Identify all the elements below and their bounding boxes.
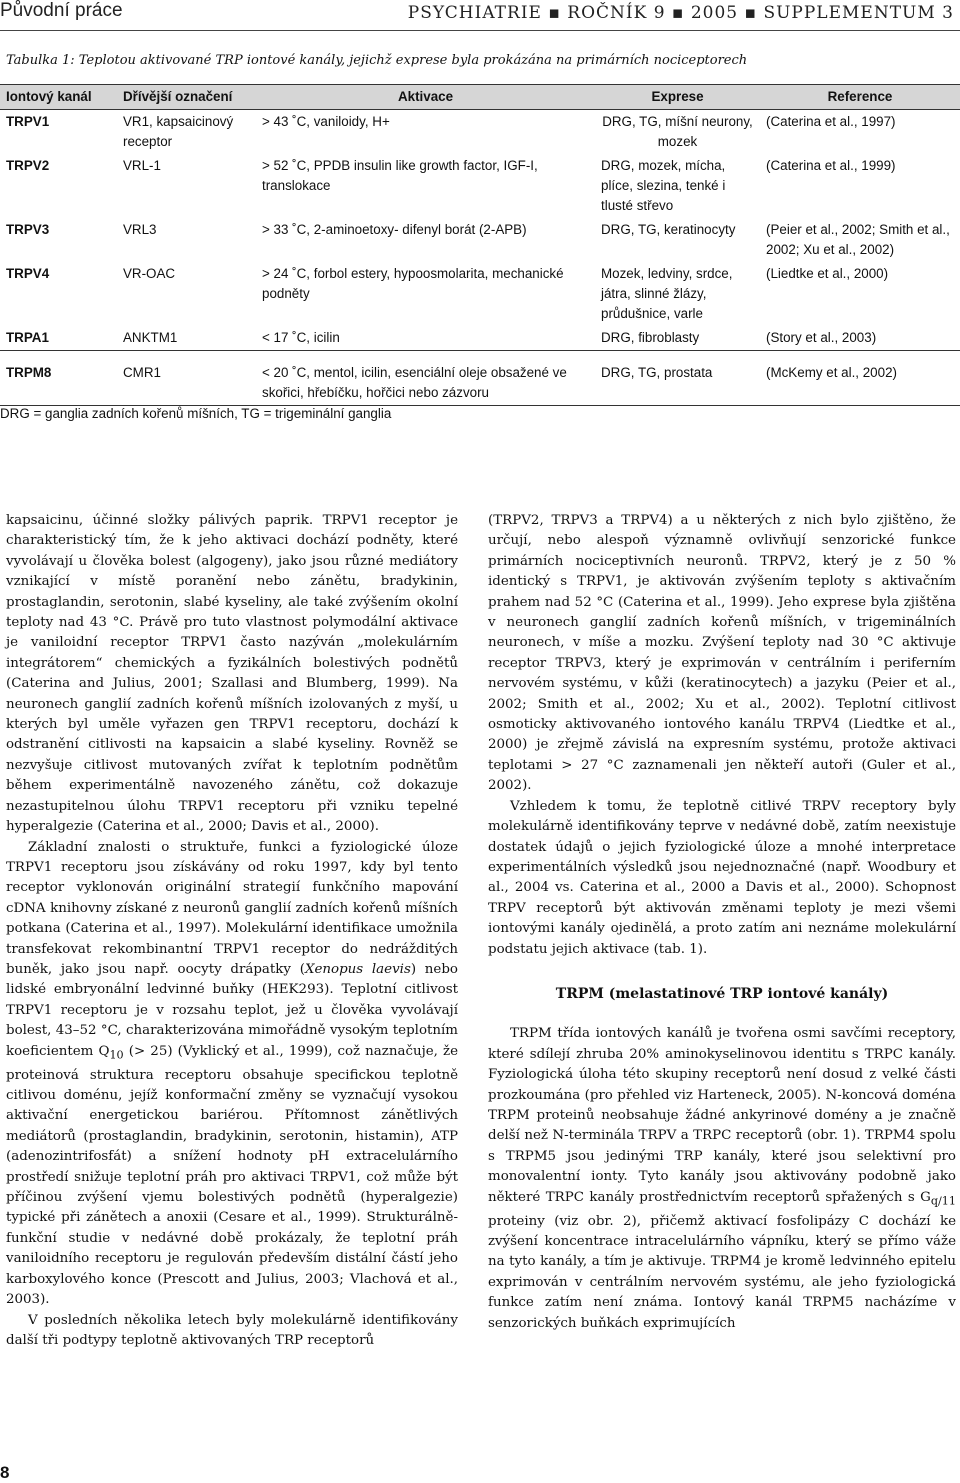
- column-header: Aktivace: [256, 85, 595, 110]
- journal-running-head: PSYCHIATRIE ▪ ROČNÍK 9 ▪ 2005 ▪ SUPPLEMENTUM 3: [407, 3, 954, 23]
- paragraph: [6, 838, 458, 1311]
- column-header: Reference: [760, 85, 960, 110]
- cell-expression: DRG, fibroblasty: [595, 326, 760, 351]
- cell-reference: (McKemy et al., 2002): [760, 351, 960, 406]
- text-run: TRPM třída iontových kanálů je tvořena osmi savčími receptory, které sdílejí zhruba 20% aminokyselinovou identitu s TRPC kanály. Fyziologická úloha této skupiny receptorů není dosud z velké části prozkoumána (pro přehled viz Harteneck, 2005). N-koncová doména TRPM proteinů neobsahuje žádné ankyrinové domény a je značně delší než N-terminála TRPV a TRPC receptorů (obr. 1). TRPM4 spolu s TRPM5 jsou jedinými TRP kanály, které jsou selektivní pro monovalentní ionty. Tyto kanály jsou aktivovány podobně jako některé TRPC kanály prostřednictvím receptorů spřažených s G: [488, 1026, 956, 1205]
- table-row: [0, 218, 960, 262]
- cell-activation: > 52 ˚C, PPDB insulin like growth factor, IGF-I, translokace: [262, 158, 538, 193]
- cell-activation: < 20 ˚C, mentol, icilin, esenciální oleje obsažené ve skořici, hřebíčku, hořčici nebo zázvoru: [256, 351, 595, 406]
- table-row: [0, 351, 960, 406]
- cell-channel: TRPV2: [6, 158, 50, 173]
- subscript: q/11: [930, 1194, 956, 1208]
- paragraph: (TRPV2, TRPV3 a TRPV4) a u některých z nich bylo zjištěno, že určují, nebo alespoň významně ovlivňují senzorické funkce primárních nociceptivních neuronů. TRPV2, který je z 50 % identický s TRPV1, je aktivován zvýšením teploty s aktivačním prahem nad 52 °C (Caterina et al., 1999). Jeho exprese byla zjištěna v neuronech ganglií zadních kořenů míšních, v trigeminálních neuronech, v míše a mozku. Zvýšení teploty nad 30 °C aktivuje receptor TRPV3, který je exprimován v centrálním i periferním nervovém systému, v kůži (keratinocytech) a jazyku (Peier et al., 2002; Smith et al., 2002; Xu et al., 2002). Teplotní citlivost osmoticky aktivovaného iontového kanálu TRPV4 (Liedtke et al., 2000) je zřejmě závislá na expresním systému, protože aktivaci teplotami > 27 °C zaznamenali jen někteří autoři (Guler et al., 2002).: [488, 513, 956, 794]
- column-header: Dřívější označení: [117, 85, 256, 110]
- cell-expression: DRG, TG, míšní neurony, mozek: [602, 114, 753, 149]
- column-header: Iontový kanál: [0, 85, 117, 110]
- text-run: ) nebo lidské embryonální ledvinné buňky (HEK293). Teplotní citlivost TRPV1 receptoru je v rozsahu teplot, jež u člověka vyvolávají bolest, 43–52 °C, charakterizována mimořádně vysokým teplotním koeficientem Q: [6, 961, 458, 1059]
- page-number: 8: [0, 1463, 10, 1482]
- table-row: [0, 154, 960, 218]
- table-row: [0, 326, 960, 351]
- text-column-left: [6, 511, 458, 1351]
- cell-channel: TRPV3: [6, 222, 50, 237]
- cell-expression: DRG, TG, keratinocyty: [601, 222, 736, 237]
- cell-activation: > 33 ˚C, 2-aminoetoxy- difenyl borát (2-APB): [262, 222, 527, 237]
- cell-activation: > 24 ˚C, forbol estery, hypoosmolarita, mechanické podněty: [262, 266, 564, 301]
- cell-expression: DRG, mozek, mícha, plíce, slezina, tenké i tlusté střevo: [601, 158, 726, 213]
- table-row: [0, 262, 960, 326]
- text-run: Základní znalosti o struktuře, funkci a fyziologické úloze TRPV1 receptoru jsou získávány od roku 1997, kdy byl tento receptor vyklonován originální strategií funkčního mapování cDNA knihovny získané z neuronů ganglií zadních kořenů míšních potkana (Caterina et al., 1997). Molekulární identifikace umožnila transfekovat rekombinantní TRPV1 receptor do nedrážditých buněk, jako jsou např. oocyty drápatky (: [6, 839, 458, 977]
- text-run: proteiny (viz obr. 2), přičemž aktivací fosfolipázy C dochází ke zvýšení koncentrace intracelulárního vápníku, který se přímo váže na tyto kanály, a tím je aktivuje. TRPM4 je kromě ledvinného epitelu exprimován v centrálním nervovém systému, ale jeho fyziologická funkce zatím není známa. Iontový kanál TRPM5 nacházíme v senzorických buňkách exprimujících: [488, 1213, 956, 1331]
- cell-expression: Mozek, ledviny, srdce, játra, slinné žlázy, průdušnice, varle: [601, 266, 733, 321]
- subscript: 10: [109, 1048, 124, 1062]
- cell-reference: (Caterina et al., 1999): [766, 158, 896, 173]
- text-column-right: [488, 511, 956, 1334]
- trp-channels-table: [0, 84, 960, 406]
- section-label: Původní práce: [0, 0, 123, 21]
- paragraph: [488, 1024, 956, 1334]
- cell-reference: (Caterina et al., 1997): [766, 114, 896, 129]
- cell-channel: TRPV4: [6, 266, 50, 281]
- column-header: Exprese: [595, 85, 760, 110]
- cell-old-name: VR1, kapsaicinový receptor: [123, 114, 234, 149]
- table-header-row: [0, 85, 960, 110]
- cell-channel: TRPV1: [6, 114, 50, 129]
- cell-activation: > 43 ˚C, vaniloidy, H+: [262, 114, 390, 129]
- paragraph: Vzhledem k tomu, že teplotně citlivé TRPV receptory byly molekulárně identifikovány teprve v nedávné době, zatím neexistuje dostatek údajů o jejich fyziologické úloze a mnohé interpretace experimentálních výsledků jsou nejednoznačné (např. Woodbury et al., 2004 vs. Caterina et al., 2000 a Davis et al., 2000). Schopnost TRPV receptorů být aktivován změnami teploty je mezi všemi iontovými kanály ojedinělá, a proto zatím ani neznáme molekulární podstatu jejich aktivace (tab. 1).: [488, 798, 956, 957]
- cell-old-name: VRL-1: [123, 158, 161, 173]
- cell-channel: TRPA1: [0, 326, 117, 351]
- header-rule: [0, 30, 960, 31]
- cell-expression: DRG, TG, prostata: [595, 351, 760, 406]
- cell-old-name: CMR1: [117, 351, 256, 406]
- text-run: (> 25) (Vyklický et al., 1999), což naznačuje, že proteinová struktura receptoru obsahuje specifickou teplotně citlivou doménu, jejíž konformační změny se vyznačují vysokou aktivační energetickou bariérou. Přítomnost zánětlivých mediátorů (prostaglandin, bradykinin, serotonin, histamin), ATP (adenozintrifosfát) a snížení hodnoty pH extracelulárního prostředí snižuje teplotní práh pro aktivaci TRPV1, což může být příčinou zvýšení vjemu bolestivých podnětů (hyperalgezie) typické při zánětech a anoxii (Cesare et al., 1999). Strukturálně-funkční studie v nedávné době prokázaly, že teplotní práh vaniloidního receptoru je regulován především distální částí jeho karboxylového konce (Prescott and Julius, 2003; Vlachová et al., 2003).: [6, 1043, 458, 1308]
- cell-old-name: VRL3: [123, 222, 157, 237]
- cell-channel: TRPM8: [0, 351, 117, 406]
- table-caption: Tabulka 1: Teplotou aktivované TRP iontové kanály, jejichž exprese byla prokázána na primárních nociceptorech: [6, 53, 748, 68]
- table-footnote: DRG = ganglia zadních kořenů míšních, TG = trigeminální ganglia: [0, 406, 392, 421]
- species-name: Xenopus laevis: [304, 961, 411, 977]
- cell-old-name: ANKTM1: [117, 326, 256, 351]
- cell-reference: (Liedtke et al., 2000): [766, 266, 889, 281]
- cell-activation: < 17 ˚C, icilin: [256, 326, 595, 351]
- cell-reference: (Peier et al., 2002; Smith et al., 2002; Xu et al., 2002): [766, 222, 950, 257]
- section-heading: TRPM (melastatinové TRP iontové kanály): [555, 985, 889, 1002]
- paragraph: V posledních několika letech byly molekulárně identifikovány další tři podtypy teplotně aktivovaných TRP receptorů: [6, 1312, 458, 1348]
- cell-reference: (Story et al., 2003): [760, 326, 960, 351]
- paragraph: kapsaicinu, účinné složky pálivých paprik. TRPV1 receptor je charakteristický tím, že k jeho aktivaci dochází podněty, které vyvolávají u člověka bolest (algogeny), jako jsou různé mediátory vznikající v místě poranění nebo zánětu, bradykinin, prostaglandin, serotonin, slabé kyseliny, ale také zvýšením okolní teploty nad 43 °C. Právě pro tuto vlastnost polymodální aktivace je vaniloidní receptor TRPV1 často nazýván „molekulárním integrátorem“ chemických a fyzikálních bolestivých podnětů (Caterina and Julius, 2001; Szallasi and Blumberg, 1999). Na neuronech ganglií zadních kořenů míšních izolovaných z myší, u kterých byl uměle vyřazen gen TRPV1 receptoru, dochází k odstranění citlivosti na kapsaicin a slabé kyseliny. Rovněž se nezvyšuje citlivost mutovaných zvířat k teplotním podnětům během experimentálně navozeného zánětu, což dokazuje nezastupitelnou úlohu TRPV1 receptoru při vzniku tepelné hyperalgezie (Caterina et al., 2000; Davis et al., 2000).: [6, 513, 458, 835]
- cell-old-name: VR-OAC: [123, 266, 176, 281]
- table-row: [0, 110, 960, 155]
